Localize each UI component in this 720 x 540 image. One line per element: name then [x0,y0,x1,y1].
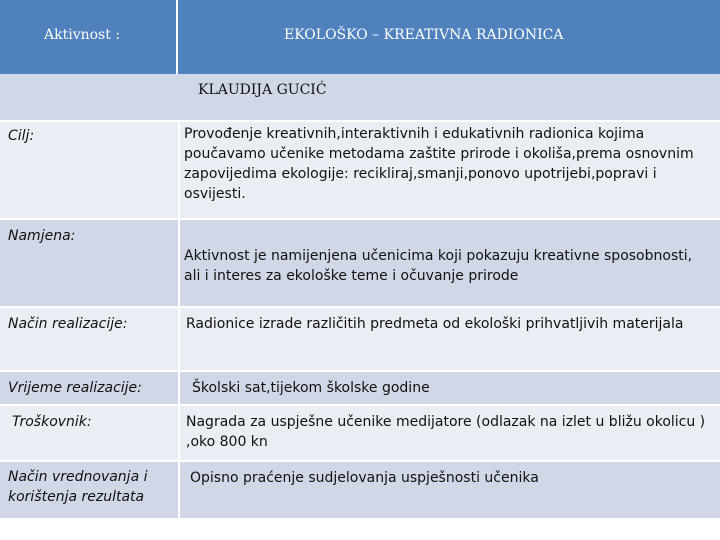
activity-label: Aktivnost : [44,27,121,43]
row-value: Nagrada za uspješne učenike medijatore (odlazak na izlet u bližu okolicu ) ,oko 800 kn [186,414,706,450]
row-label: Način realizacije: [8,316,128,332]
table-row [0,308,720,370]
row-label: Način vrednovanja i korištenja rezultata [8,469,148,505]
row-label: Vrijeme realizacije: [8,380,142,396]
header-label-cell [0,0,178,74]
row-value: Školski sat,tijekom školske godine [192,380,430,396]
row-label: Cilj: [8,128,35,144]
row-value: Provođenje kreativnih,interaktivnih i edukativnih radionica kojima poučavamo učenike metodama zaštite prirode i okoliša,prema osnovnim zapovijedima ekologije: recikliraj,smanji,ponovo upotrijebi,popravi i osvijesti. [184,126,694,202]
table-row [0,220,720,306]
table-row [0,406,720,460]
table-row [0,122,720,218]
table-row [0,462,720,518]
column-divider [178,122,180,518]
author-name: KLAUDIJA GUCIĆ [198,82,327,98]
table-row [0,372,720,404]
row-value: Aktivnost je namijenjena učenicima koji pokazuju kreativne sposobnosti, ali i interes za ekološke teme i očuvanje prirode [184,248,693,284]
table-header [0,0,720,74]
activity-title: EKOLOŠKO – KREATIVNA RADIONICA [284,27,564,43]
row-value: Opisno praćenje sudjelovanja uspješnosti učenika [190,470,539,486]
row-value: Radionice izrade različitih predmeta od ekološki prihvatljivih materijala [186,316,684,332]
author-row [0,74,720,120]
row-label: Namjena: [8,228,76,244]
row-label: Troškovnik: [12,414,92,430]
